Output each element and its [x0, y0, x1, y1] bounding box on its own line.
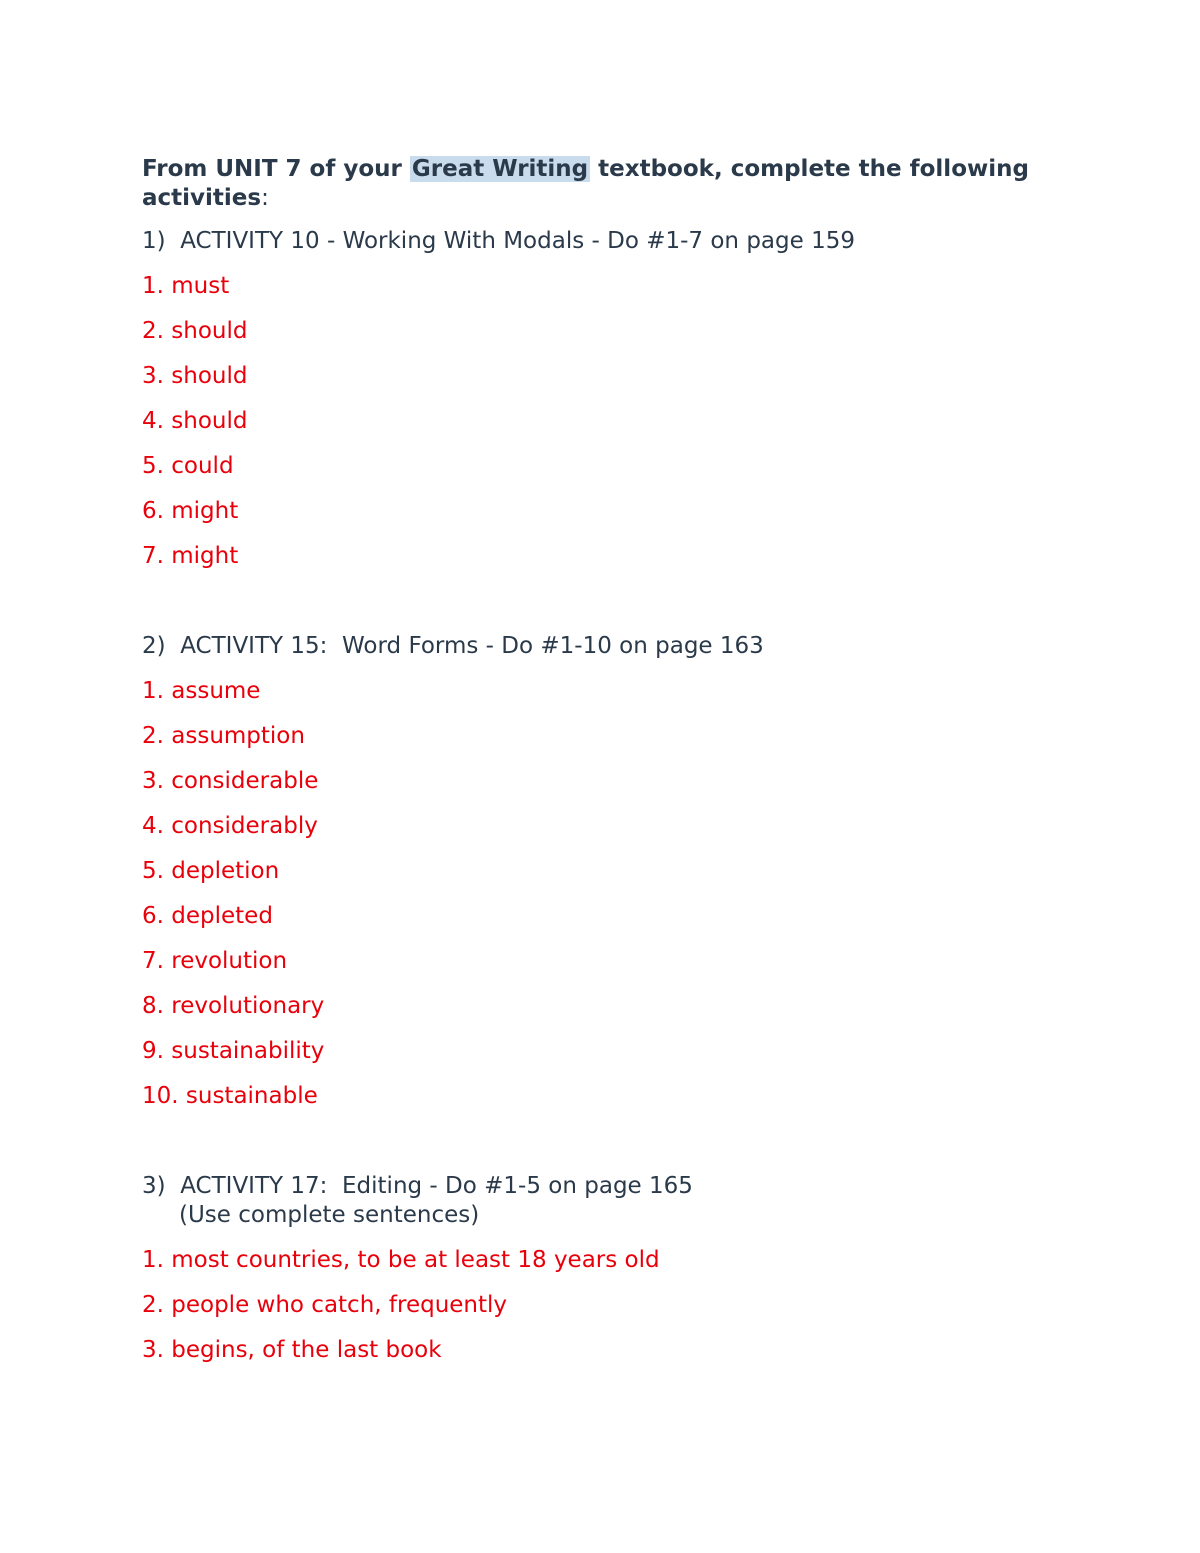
answer-item: 7. revolution — [142, 948, 288, 974]
section-heading: 3) ACTIVITY 17: Editing - Do #1-5 on page 165 — [142, 1173, 693, 1199]
answer-item: 10. sustainable — [142, 1083, 318, 1109]
answer-item: 2. people who catch, frequently — [142, 1292, 508, 1318]
answer-list — [142, 1246, 1062, 1365]
answer-item: 5. could — [142, 453, 234, 479]
intro-colon: : — [261, 185, 269, 211]
answer-item: 1. assume — [142, 678, 261, 704]
answer-item: 3. considerable — [142, 768, 319, 794]
answer-item: 5. depletion — [142, 858, 280, 884]
answer-item: 2. assumption — [142, 723, 305, 749]
answer-list — [142, 677, 1062, 1111]
intro-prefix: From UNIT 7 of your — [142, 156, 410, 182]
section-activity-10 — [142, 227, 1062, 571]
textbook-title-highlight: Great Writing — [411, 156, 589, 182]
section-heading: 2) ACTIVITY 15: Word Forms - Do #1-10 on page 163 — [142, 633, 764, 659]
document-page — [142, 155, 1062, 1365]
answer-item: 6. might — [142, 498, 239, 524]
answer-item: 1. must — [142, 273, 230, 299]
answer-item: 6. depleted — [142, 903, 273, 929]
section-note: (Use complete sentences) — [179, 1202, 480, 1228]
answer-item: 3. begins, of the last book — [142, 1337, 442, 1363]
answer-item: 9. sustainability — [142, 1038, 325, 1064]
answer-list — [142, 272, 1062, 571]
answer-item: 1. most countries, to be at least 18 years old — [142, 1247, 660, 1273]
answer-item: 2. should — [142, 318, 248, 344]
answer-item: 4. considerably — [142, 813, 318, 839]
intro-suffix: textbook, complete the following activities — [142, 156, 1029, 211]
answer-item: 3. should — [142, 363, 248, 389]
answer-item: 8. revolutionary — [142, 993, 325, 1019]
section-activity-17 — [142, 1172, 1062, 1365]
answer-item: 7. might — [142, 543, 239, 569]
answer-item: 4. should — [142, 408, 248, 434]
intro-paragraph — [142, 155, 1062, 213]
section-heading: 1) ACTIVITY 10 - Working With Modals - Do #1-7 on page 159 — [142, 228, 855, 254]
section-activity-15 — [142, 632, 1062, 1111]
